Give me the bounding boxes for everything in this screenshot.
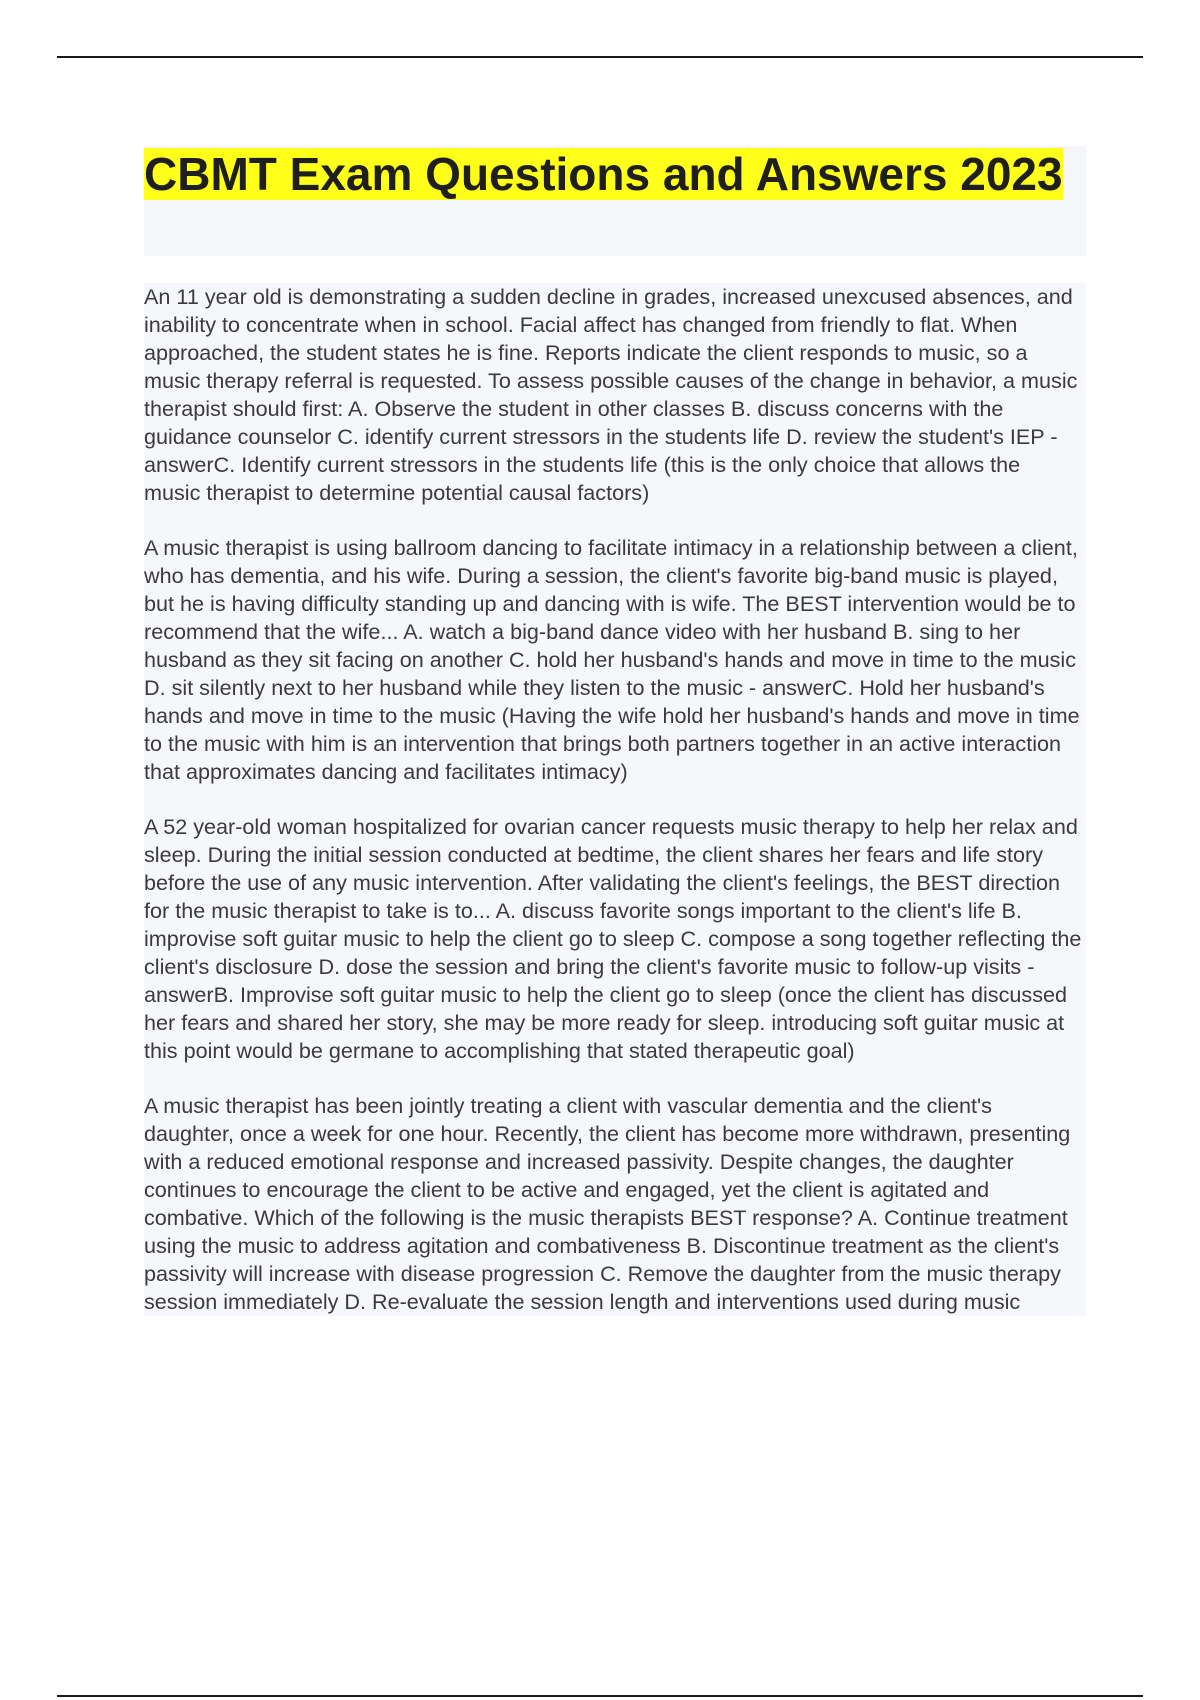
qa-item: An 11 year old is demonstrating a sudden decline in grades, increased unexcused absences, and inability to concentrate when in school. Facial affect has changed from friendly to flat. When approached, the student states he is fine. Reports indicate the client responds to music, so a music therapy referral is requested. To assess possible causes of the change in behavior, a music therapist should first: A. Observe the student in other classes B. discuss concerns with the guidance counselor C. identify current stressors in the students life D. review the student's IEP - answerC. Identify current stressors in the students life (this is the only choice that allows the music therapist to determine potential causal factors) bbox=[144, 284, 1078, 505]
header-rule bbox=[57, 56, 1143, 58]
document-title bbox=[144, 146, 1086, 202]
qa-item: A music therapist has been jointly treating a client with vascular dementia and the client's daughter, once a week for one hour. Recently, the client has become more withdrawn, presenting with a reduced emotional response and increased passivity. Despite changes, the daughter continues to encourage the client to be active and engaged, yet the client is agitated and combative. Which of the following is the music therapists BEST response? A. Continue treatment using the music to address agitation and combativeness B. Discontinue treatment as the client's passivity will increase with disease progression C. Remove the daughter from the music therapy session immediately D. Re-evaluate the session length and interventions used during music bbox=[144, 1093, 1071, 1314]
footer-rule bbox=[57, 1695, 1143, 1697]
qa-item: A music therapist is using ballroom dancing to facilitate intimacy in a relationship between a client, who has dementia, and his wife. During a session, the client's favorite big-band music is played, but he is having difficulty standing up and dancing with is wife. The BEST intervention would be to recommend that the wife... A. watch a big-band dance video with her husband B. sing to her husband as they sit facing on another C. hold her husband's hands and move in time to the music D. sit silently next to her husband while they listen to the music - answerC. Hold her husband's hands and move in time to the music (Having the wife hold her husband's hands and move in time to the music with him is an intervention that brings both partners together in an active interaction that approximates dancing and facilitates intimacy) bbox=[144, 535, 1080, 784]
title-highlight: CBMT Exam Questions and Answers 2023 bbox=[144, 148, 1063, 200]
qa-item: A 52 year-old woman hospitalized for ovarian cancer requests music therapy to help her relax and sleep. During the initial session conducted at bedtime, the client shares her fears and life story before the use of any music intervention. After validating the client's feelings, the BEST direction for the music therapist to take is to... A. discuss favorite songs important to the client's life B. improvise soft guitar music to help the client go to sleep C. compose a song together reflecting the client's disclosure D. dose the session and bring the client's favorite music to follow-up visits - answerB. Improvise soft guitar music to help the client go to sleep (once the client has discussed her fears and shared her story, she may be more ready for sleep. introducing soft guitar music at this point would be germane to accomplishing that stated therapeutic goal) bbox=[144, 814, 1082, 1063]
qa-content bbox=[144, 283, 1086, 1316]
title-block bbox=[144, 146, 1086, 256]
